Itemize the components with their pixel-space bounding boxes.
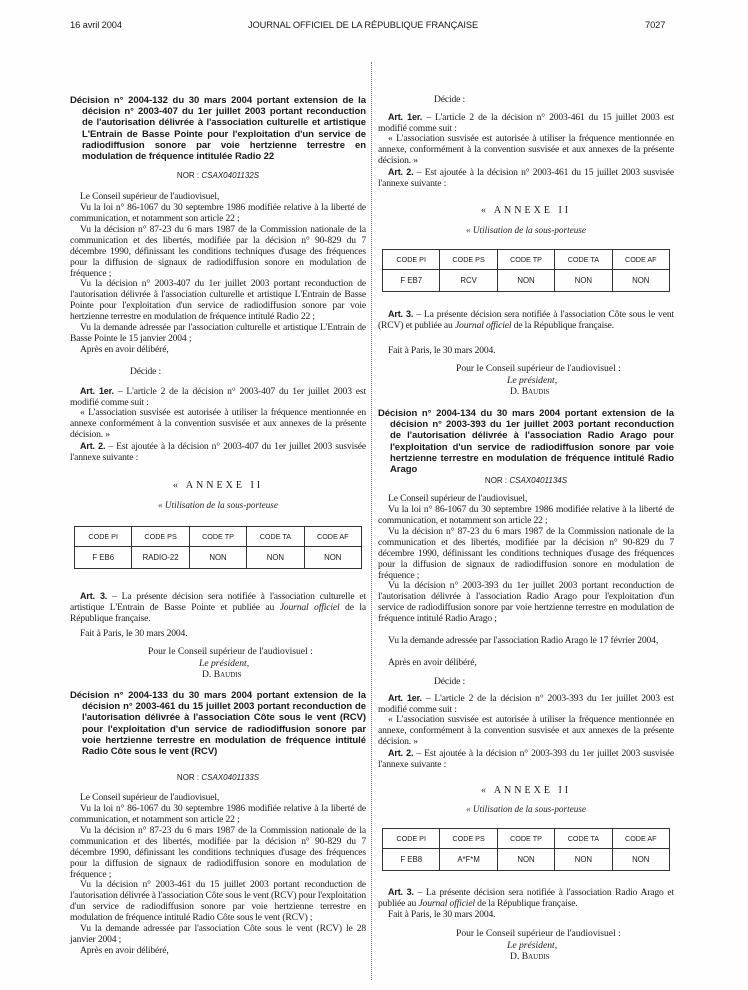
table-header-cell: CODE TP	[189, 527, 246, 547]
article-3	[70, 591, 366, 625]
table-header-cell: CODE TA	[247, 527, 304, 547]
header-page-number: 7027	[645, 20, 666, 30]
nor-code: CSAX0401134S	[509, 476, 568, 485]
vu-paragraph-3: Vu la décision n° 2003-407 du 1er juillet 2003 portant reconduction de l'autorisation délivrée à l'association culturelle et artistique L'Entrain de Basse Pointe pour l'exploitation d'un service de radiodiffusion sonore par voie hertzienne terrestre en modulation de fréquence intitulé Radio 22 ;	[70, 278, 366, 322]
article-2	[70, 441, 366, 464]
table-header-cell: CODE TA	[555, 250, 612, 270]
table-header-cell: CODE PS	[440, 829, 497, 849]
article-2	[378, 748, 674, 771]
vu-paragraph-1: Vu la loi n° 86-1067 du 30 septembre 1986 modifiée relative à la liberté de communication, et notamment son article 22 ;	[70, 202, 366, 224]
article-1-label: Art. 1er.	[388, 693, 422, 703]
table-cell: NON	[555, 849, 612, 871]
article-3	[378, 887, 674, 910]
table-header-cell: CODE PI	[383, 829, 440, 849]
table-cell: F EB8	[383, 849, 440, 871]
article-2-label: Art. 2.	[80, 441, 106, 451]
annex-subtitle: « Utilisation de la sous-porteuse	[466, 225, 586, 235]
article-3-text: – La présente décision sera notifiée à l'association culturelle et artistique L'Entrain de Basse Pointe et publiée au	[70, 591, 366, 613]
article-2-text: – Est ajoutée à la décision n° 2003-461 du 15 juillet 2003 susvisée l'annexe suivante :	[378, 167, 674, 189]
nor-label: NOR :	[176, 773, 200, 782]
signature-name: D. Baudis	[510, 386, 550, 397]
signature-role: Le président,	[507, 940, 558, 951]
vu-paragraph-2: Vu la décision n° 87-23 du 6 mars 1987 de la Commission nationale de la communication et des libertés, modifiée par la décision n° 90-829 du 7 décembre 1990, définissant les conditions techniques d'usage des fréquences pour la diffusion de signaux de radiodiffusion sonore en modulation de fréquence ;	[70, 224, 366, 279]
table-cell: NON	[304, 547, 361, 569]
article-3-text: – La présente décision sera notifiée à l'association Côte sous le vent (RCV) et publiée au	[378, 309, 674, 331]
table-header-cell: CODE PS	[132, 527, 189, 547]
table-header-cell: CODE TP	[497, 829, 554, 849]
vu-paragraph-1: Vu la loi n° 86-1067 du 30 septembre 1986 modifiée relative à la liberté de communication, et notamment son article 22 ;	[378, 504, 674, 526]
article-1-label: Art. 1er.	[388, 112, 423, 122]
article-1-text: – L'article 2 de la décision n° 2003-393 du 1er juillet 2003 est modifié comme suit :	[378, 693, 674, 715]
decision-title: Décision n° 2004-134 du 30 mars 2004 portant extension de la décision n° 2003-393 du 1er juillet 2003 portant reconduction de l'autorisation délivrée à l'association Radio Arago pour l'exploitation d'un service de radiodiffusion sonore par voie hertzienne terrestre en modulation de fréquence intitulé Radio Arago	[378, 408, 674, 476]
intro-paragraph: Le Conseil supérieur de l'audiovisuel,	[80, 191, 220, 202]
subcarrier-table	[74, 526, 362, 569]
vu-paragraph-3: Vu la décision n° 2003-393 du 1er juillet 2003 portant reconduction de l'autorisation délivrée à l'association Radio Arago pour l'exploitation d'un service de radiodiffusion sonore par voie hertzienne terrestre en modulation de fréquence intitulé Radio Arago ;	[378, 580, 674, 624]
table-header-row	[383, 829, 670, 849]
table-cell: A*F*M	[440, 849, 497, 871]
decision-title: Décision n° 2004-132 du 30 mars 2004 portant extension de la décision n° 2003-407 du 1er juillet 2003 portant reconduction de l'autorisation délivrée à l'association culturelle et artistique L'Entrain de Basse Pointe pour l'exploitation d'un service de radiodiffusion sonore par voie hertzienne terrestre en modulation de fréquence intitulée Radio 22	[70, 95, 366, 163]
article-3-end: de la République française.	[474, 897, 578, 909]
nor-line	[70, 171, 366, 180]
decide-line: Décide :	[130, 366, 162, 377]
signature-role: Le président,	[507, 375, 558, 386]
article-1-quote: « L'association susvisée est autorisée à utiliser la fréquence mentionnée en annexe, conformément à la convention susvisée et aux annexes de la présente décision. »	[378, 714, 674, 747]
signature-name: D. Baudis	[510, 951, 550, 962]
vu-paragraph-2: Vu la décision n° 87-23 du 6 mars 1987 de la Commission nationale de la communication et des libertés, modifiée par la décision n° 90-829 du 7 décembre 1990, définissant les conditions techniques d'usage des fréquences pour la diffusion de signaux de radiodiffusion sonore en modulation de fréquence ;	[70, 825, 366, 880]
table-cell: NON	[555, 270, 612, 292]
signature-role: Le président,	[199, 658, 250, 669]
article-2-text: – Est ajoutée à la décision n° 2003-407 du 1er juillet 2003 susvisée l'annexe suivante :	[70, 441, 366, 463]
article-1-quote: « L'association susvisée est autorisée à utiliser la fréquence mentionnée en annexe conformément à la convention susvisée et aux annexes de la présente décision. »	[70, 407, 366, 440]
article-3-label: Art. 3.	[80, 591, 108, 601]
signature-for: Pour le Conseil supérieur de l'audiovisuel :	[456, 363, 621, 374]
column-divider	[371, 62, 372, 980]
nor-line	[378, 476, 674, 485]
table-row	[383, 270, 670, 292]
intro-paragraph: Le Conseil supérieur de l'audiovisuel,	[388, 493, 528, 504]
header-date: 16 avril 2004	[70, 20, 122, 30]
nor-code: CSAX0401133S	[201, 773, 260, 782]
done-at-line: Fait à Paris, le 30 mars 2004.	[388, 345, 496, 356]
article-2	[378, 167, 674, 190]
table-row	[75, 547, 362, 569]
article-1-quote: « L'association susvisée est autorisée à utiliser la fréquence mentionnée en annexe, conformément à la convention susvisée et aux annexes de la présente décision. »	[378, 133, 674, 166]
vu-paragraph-3: Vu la décision n° 2003-461 du 15 juillet 2003 portant reconduction de l'autorisation délivrée à l'association Côte sous le vent (RCV) pour l'exploitation d'un service de radiodiffusion sonore par voie hertzienne terrestre en modulation de fréquence intitulé Radio Côte sous le vent (RCV) ;	[70, 879, 366, 923]
decision-title: Décision n° 2004-133 du 30 mars 2004 portant extension de la décision n° 2003-461 du 15 juillet 2003 portant reconduction de l'autorisation délivrée à l'association Côte sous le vent (RCV) pour l'exploitation d'un service de radiodiffusion sonore par voie hertzienne terrestre en modulation de fréquence intitulé Radio Côte sous le vent (RCV)	[70, 690, 366, 758]
table-cell: F EB6	[75, 547, 132, 569]
article-2-label: Art. 2.	[388, 748, 414, 758]
table-header-row	[383, 250, 670, 270]
subcarrier-table	[382, 249, 670, 292]
journal-officiel-ref: Journal officiel	[418, 897, 475, 909]
article-1-label: Art. 1er.	[80, 386, 114, 396]
table-header-cell: CODE AF	[612, 829, 669, 849]
deliberation-line: Après en avoir délibéré,	[80, 945, 169, 956]
header-journal-title: JOURNAL OFFICIEL DE LA RÉPUBLIQUE FRANÇAISE	[248, 20, 479, 30]
table-cell: NON	[189, 547, 246, 569]
vu-paragraph-1: Vu la loi n° 86-1067 du 30 septembre 1986 modifiée relative à la liberté de communication, et notamment son article 22 ;	[70, 803, 366, 825]
intro-paragraph: Le Conseil supérieur de l'audiovisuel,	[80, 792, 220, 803]
table-cell: RADIO-22	[132, 547, 189, 569]
table-cell: NON	[497, 270, 554, 292]
article-3-label: Art. 3.	[388, 887, 414, 897]
table-row	[383, 849, 670, 871]
table-cell: NON	[612, 849, 669, 871]
nor-line	[70, 773, 366, 782]
decide-line: Décide :	[434, 676, 466, 687]
table-header-row	[75, 527, 362, 547]
article-3-end: de la République française.	[70, 601, 366, 624]
signature-for: Pour le Conseil supérieur de l'audiovisuel :	[148, 646, 313, 657]
table-header-cell: CODE AF	[612, 250, 669, 270]
annex-title: « ANNEXE II	[480, 205, 572, 216]
table-header-cell: CODE TA	[555, 829, 612, 849]
vu-paragraph-4: Vu la demande adressée par l'association Côte sous le vent (RCV) le 28 janvier 2004 ;	[70, 923, 366, 945]
table-header-cell: CODE PI	[383, 250, 440, 270]
journal-officiel-ref: Journal officiel	[279, 601, 340, 613]
journal-officiel-ref: Journal officiel	[454, 319, 512, 331]
table-cell: F EB7	[383, 270, 440, 292]
annex-title: « ANNEXE II	[480, 785, 572, 796]
table-cell: NON	[497, 849, 554, 871]
article-3	[378, 309, 674, 332]
article-3-text: – La présente décision sera notifiée à l'association Radio Arago et publiée au	[378, 887, 674, 909]
done-at-line: Fait à Paris, le 30 mars 2004.	[388, 909, 496, 920]
deliberation-line: Après en avoir délibéré,	[80, 344, 169, 355]
table-header-cell: CODE PS	[440, 250, 497, 270]
annex-subtitle: « Utilisation de la sous-porteuse	[466, 804, 586, 814]
article-1	[378, 112, 674, 135]
signature-name: D. Baudis	[202, 669, 242, 680]
table-header-cell: CODE TP	[497, 250, 554, 270]
nor-label: NOR :	[484, 476, 508, 485]
article-2-text: – Est ajoutée à la décision n° 2003-393 du 1er juillet 2003 susvisée l'annexe suivante :	[378, 748, 674, 770]
vu-paragraph-4: Vu la demande adressée par l'association Radio Arago le 17 février 2004,	[388, 635, 659, 646]
table-cell: NON	[612, 270, 669, 292]
signature-for: Pour le Conseil supérieur de l'audiovisuel :	[456, 928, 621, 939]
annex-subtitle: « Utilisation de la sous-porteuse	[158, 500, 278, 510]
article-1-text: – L'article 2 de la décision n° 2003-461 du 15 juillet 2003 est modifié comme suit :	[378, 112, 675, 134]
vu-paragraph-2: Vu la décision n° 87-23 du 6 mars 1987 de la Commission nationale de la communication et des libertés, modifiée par la décision n° 90-829 du 7 décembre 1990, définissant les conditions techniques d'usage des fréquences pour la diffusion de signaux de radiodiffusion sonore en modulation de fréquence ;	[378, 526, 674, 581]
deliberation-line: Après en avoir délibéré,	[388, 657, 477, 668]
done-at-line: Fait à Paris, le 30 mars 2004.	[80, 628, 188, 639]
nor-label: NOR :	[176, 171, 200, 180]
annex-title: « ANNEXE II	[172, 480, 264, 491]
article-3-label: Art. 3.	[388, 309, 414, 319]
decide-line: Décide :	[434, 94, 466, 105]
article-3-end: de la République française.	[511, 319, 615, 331]
table-cell: RCV	[440, 270, 497, 292]
article-2-label: Art. 2.	[388, 167, 414, 177]
nor-code: CSAX0401132S	[201, 171, 260, 180]
table-header-cell: CODE AF	[304, 527, 361, 547]
table-header-cell: CODE PI	[75, 527, 132, 547]
subcarrier-table	[382, 828, 670, 871]
article-1	[378, 693, 674, 716]
vu-paragraph-4: Vu la demande adressée par l'association culturelle et artistique L'Entrain de Basse Pointe le 15 janvier 2004 ;	[70, 322, 366, 344]
article-1	[70, 386, 366, 409]
table-cell: NON	[247, 547, 304, 569]
article-1-text: – L'article 2 de la décision n° 2003-407 du 1er juillet 2003 est modifié comme suit :	[70, 386, 366, 408]
